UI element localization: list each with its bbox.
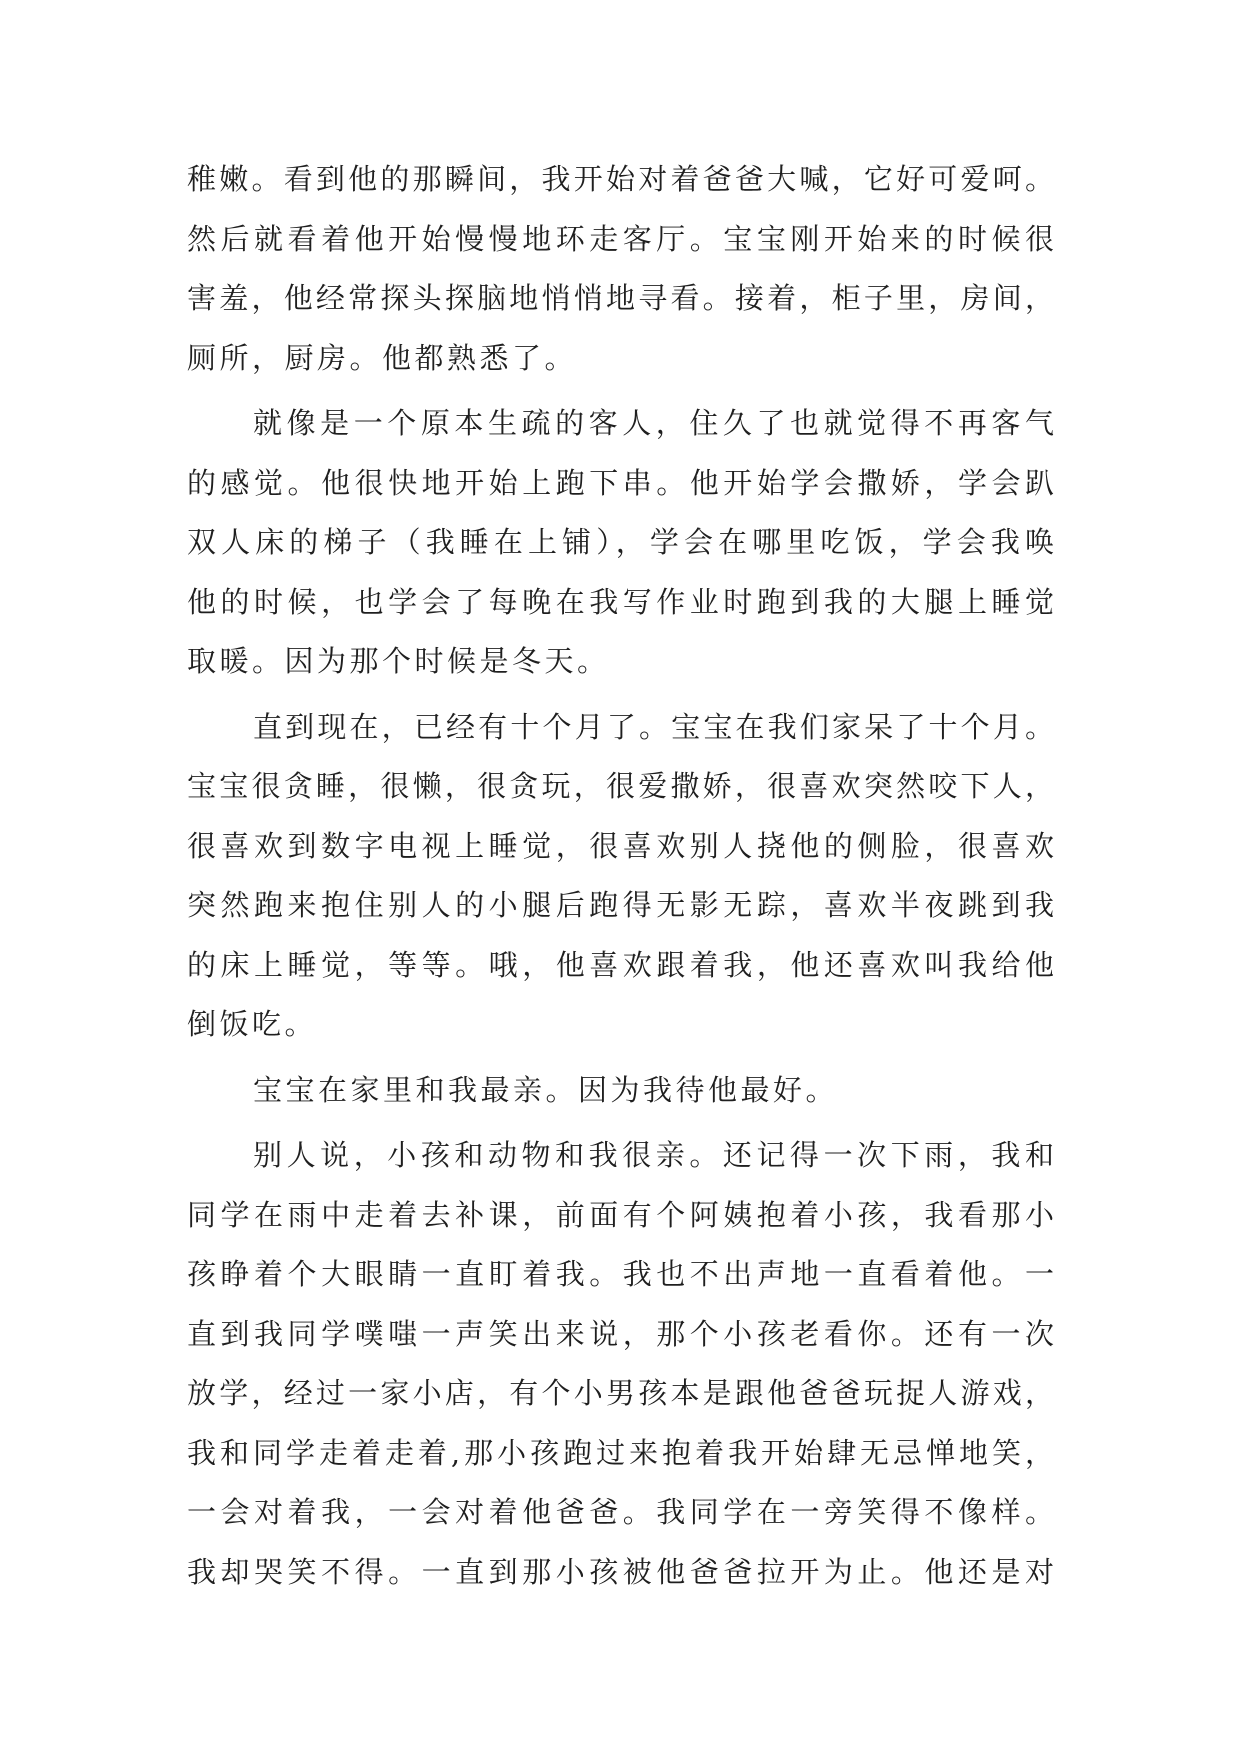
text-line: 稚嫩。看到他的那瞬间，我开始对着爸爸大喊，它好可爱呵。 <box>187 162 1054 196</box>
text-line: 他的时候，也学会了每晚在我写作业时跑到我的大腿上睡觉 <box>187 584 1054 619</box>
paragraph <box>187 150 1054 388</box>
text-line: 我和同学走着走着,那小孩跑过来抱着我开始肆无忌惮地笑， <box>187 1435 1054 1470</box>
text-line: 双人床的梯子（我睡在上铺），学会在哪里吃饭，学会我唤 <box>187 525 1054 559</box>
text-line: 宝宝在家里和我最亲。因为我待他最好。 <box>253 1072 839 1107</box>
text-line: 就像是一个原本生疏的客人，住久了也就觉得不再客气 <box>253 406 1054 440</box>
text-line: 的床上睡觉，等等。哦，他喜欢跟着我，他还喜欢叫我给他 <box>187 947 1054 982</box>
text-line: 直到我同学噗嗤一声笑出来说，那个小孩老看你。还有一次 <box>187 1316 1054 1351</box>
text-line: 别人说，小孩和动物和我很亲。还记得一次下雨，我和 <box>253 1138 1054 1172</box>
text-line: 取暖。因为那个时候是冬天。 <box>187 644 610 678</box>
text-line: 然后就看着他开始慢慢地环走客厅。宝宝刚开始来的时候很 <box>187 221 1054 256</box>
paragraph <box>187 394 1054 692</box>
text-line: 害羞，他经常探头探脑地悄悄地寻看。接着，柜子里，房间， <box>187 281 1054 315</box>
text-line: 很喜欢到数字电视上睡觉，很喜欢别人挠他的侧脸，很喜欢 <box>187 828 1054 863</box>
text-line: 厕所，厨房。他都熟悉了。 <box>187 340 578 375</box>
paragraph <box>187 1061 1054 1121</box>
paragraph <box>187 1126 1054 1602</box>
text-line: 孩睁着个大眼睛一直盯着我。我也不出声地一直看着他。一 <box>187 1257 1054 1291</box>
text-line: 的感觉。他很快地开始上跑下串。他开始学会撒娇，学会趴 <box>187 465 1054 500</box>
text-line: 宝宝很贪睡，很懒，很贪玩，很爱撒娇，很喜欢突然咬下人， <box>187 769 1054 803</box>
document-page-body <box>187 150 1054 1602</box>
text-line: 突然跑来抱住别人的小腿后跑得无影无踪，喜欢半夜跳到我 <box>187 888 1054 922</box>
text-line: 一会对着我，一会对着他爸爸。我同学在一旁笑得不像样。 <box>187 1495 1054 1529</box>
text-line: 直到现在，已经有十个月了。宝宝在我们家呆了十个月。 <box>253 709 1054 744</box>
text-line: 我却哭笑不得。一直到那小孩被他爸爸拉开为止。他还是对 <box>187 1554 1054 1589</box>
paragraph <box>187 698 1054 1055</box>
text-line: 放学，经过一家小店，有个小男孩本是跟他爸爸玩捉人游戏， <box>187 1376 1054 1410</box>
text-line: 倒饭吃。 <box>187 1007 318 1041</box>
text-line: 同学在雨中走着去补课，前面有个阿姨抱着小孩，我看那小 <box>187 1197 1054 1232</box>
